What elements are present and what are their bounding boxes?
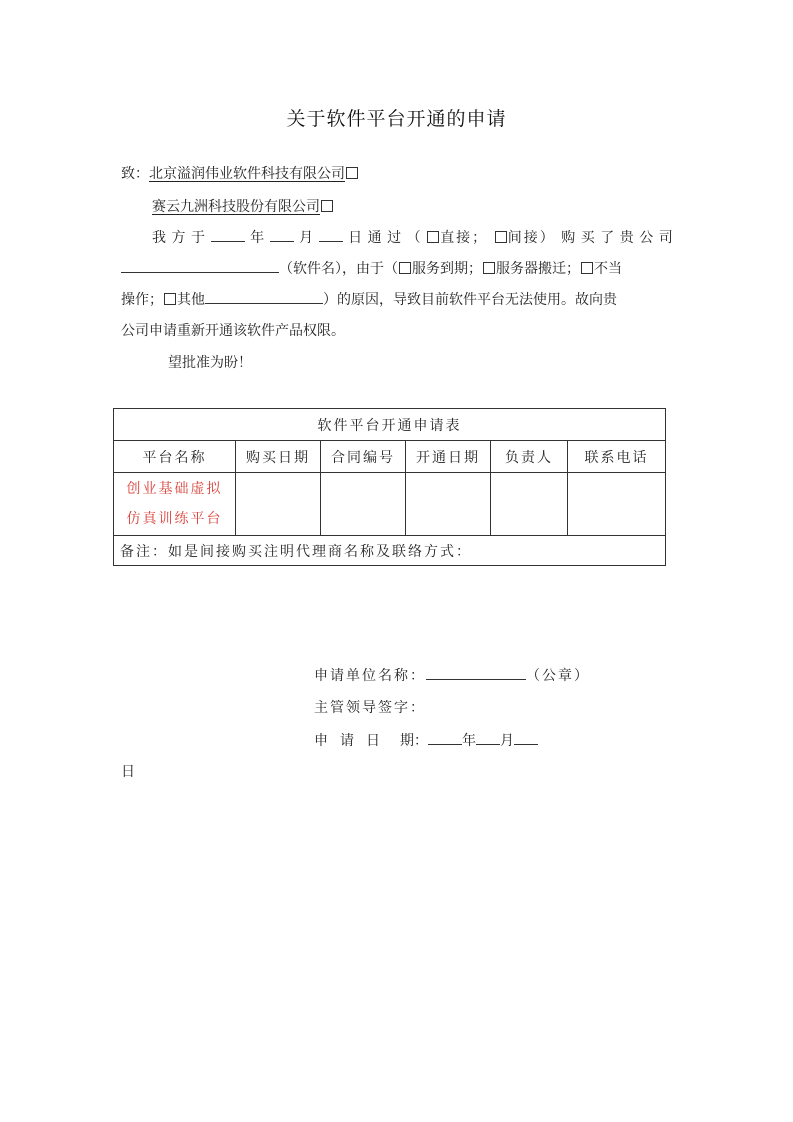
paragraph-line-3	[121, 291, 617, 309]
recipient-1: 北京溢润伟业软件科技有限公司	[149, 166, 345, 182]
day-blank[interactable]	[319, 229, 343, 242]
checkbox-indirect[interactable]	[495, 231, 507, 243]
text-char: （	[406, 230, 421, 246]
month-label: 月	[299, 230, 314, 246]
operation-label: 操作；	[121, 292, 163, 308]
reason-text: ）的原因，导致目前软件平台无法使用。故向贵	[323, 292, 617, 308]
paragraph-line-2	[121, 260, 622, 278]
other-label: 其他	[177, 292, 205, 308]
improper-operation-label: 不当	[594, 261, 622, 277]
direct-option	[426, 229, 488, 247]
checkbox-other[interactable]	[164, 293, 176, 305]
applicant-unit-label: 申请单位名称：	[314, 668, 426, 684]
text-char: 公	[639, 230, 654, 246]
contact-phone-cell[interactable]	[568, 473, 666, 536]
header-purchase-date: 购买日期	[236, 441, 321, 473]
leader-signature-label: 主管领导签字：	[314, 700, 426, 716]
text-char: 买	[580, 230, 595, 246]
sign-day-blank[interactable]	[514, 732, 538, 745]
paragraph-line-4: 公司申请重新开通该软件产品权限。	[121, 323, 345, 339]
text-char: 日	[348, 230, 363, 246]
table-header-row	[114, 441, 666, 473]
text-char: 于	[191, 230, 206, 246]
header-contract-number: 合同编号	[321, 441, 406, 473]
text-char: 我	[152, 230, 166, 246]
recipient-line-1	[121, 165, 359, 183]
direct-label: 直接；	[440, 230, 489, 246]
checkbox-improper-operation[interactable]	[581, 262, 593, 274]
table-row	[114, 473, 666, 536]
checkbox-recipient-1[interactable]	[346, 167, 358, 179]
checkbox-recipient-2[interactable]	[321, 200, 333, 212]
contract-number-cell[interactable]	[321, 473, 406, 536]
text-char: 购	[561, 230, 576, 246]
service-expired-label: 服务到期；	[412, 261, 482, 277]
year-label: 年	[250, 230, 265, 246]
purchase-date-cell[interactable]	[236, 473, 321, 536]
application-table	[113, 408, 666, 566]
text-char: 方	[171, 230, 186, 246]
header-activation-date: 开通日期	[406, 441, 491, 473]
text-char: 司	[658, 230, 673, 246]
month-blank[interactable]	[270, 229, 294, 242]
note-cell[interactable]: 备注：如是间接购买注明代理商名称及联络方式：	[114, 536, 666, 566]
platform-name-line-2: 仿真训练平台	[126, 511, 223, 527]
date-label-char: 请	[340, 733, 354, 749]
header-person-in-charge: 负责人	[491, 441, 568, 473]
date-label-char: 申	[314, 733, 328, 749]
applicant-unit-blank[interactable]	[426, 667, 526, 680]
indirect-label: 间接）	[507, 230, 556, 246]
closing-text: 望批准为盼！	[168, 355, 252, 371]
leader-signature-line	[314, 699, 426, 717]
software-name-label: （软件名），由于（	[279, 261, 398, 277]
applicant-unit-line	[314, 667, 590, 685]
activation-date-cell[interactable]	[406, 473, 491, 536]
sign-year-blank[interactable]	[428, 732, 462, 745]
recipient-line-2	[152, 198, 334, 216]
date-label-char: 期：	[400, 733, 428, 749]
seal-label: （公章）	[526, 668, 590, 684]
year-blank[interactable]	[211, 229, 245, 242]
sign-year-label: 年	[462, 733, 476, 749]
platform-name-line-1: 创业基础虚拟	[126, 481, 223, 497]
indirect-option	[494, 229, 556, 247]
header-platform-name: 平台名称	[114, 441, 236, 473]
date-label-char: 日	[366, 733, 380, 749]
header-contact-phone: 联系电话	[568, 441, 666, 473]
document-title: 关于软件平台开通的申请	[286, 108, 507, 130]
checkbox-service-expired[interactable]	[399, 262, 411, 274]
to-prefix: 致：	[121, 166, 149, 182]
table-note-row	[114, 536, 666, 566]
text-char: 贵	[619, 230, 634, 246]
text-char: 通	[367, 230, 382, 246]
sign-month-blank[interactable]	[476, 732, 500, 745]
text-char: 了	[600, 230, 615, 246]
sign-day-label: 日	[121, 764, 135, 780]
server-relocation-label: 服务器搬迁；	[496, 261, 580, 277]
sign-month-label: 月	[500, 733, 514, 749]
person-in-charge-cell[interactable]	[491, 473, 568, 536]
application-date-line	[314, 732, 538, 750]
table-title: 软件平台开通申请表	[114, 409, 666, 441]
recipient-2: 赛云九洲科技股份有限公司	[152, 199, 320, 215]
table-title-row	[114, 409, 666, 441]
platform-name-cell	[114, 473, 236, 536]
paragraph-line-1	[152, 229, 673, 247]
checkbox-direct[interactable]	[427, 231, 439, 243]
checkbox-server-relocation[interactable]	[483, 262, 495, 274]
other-reason-blank[interactable]	[205, 291, 323, 304]
software-name-blank[interactable]	[121, 260, 279, 273]
text-char: 过	[387, 230, 402, 246]
